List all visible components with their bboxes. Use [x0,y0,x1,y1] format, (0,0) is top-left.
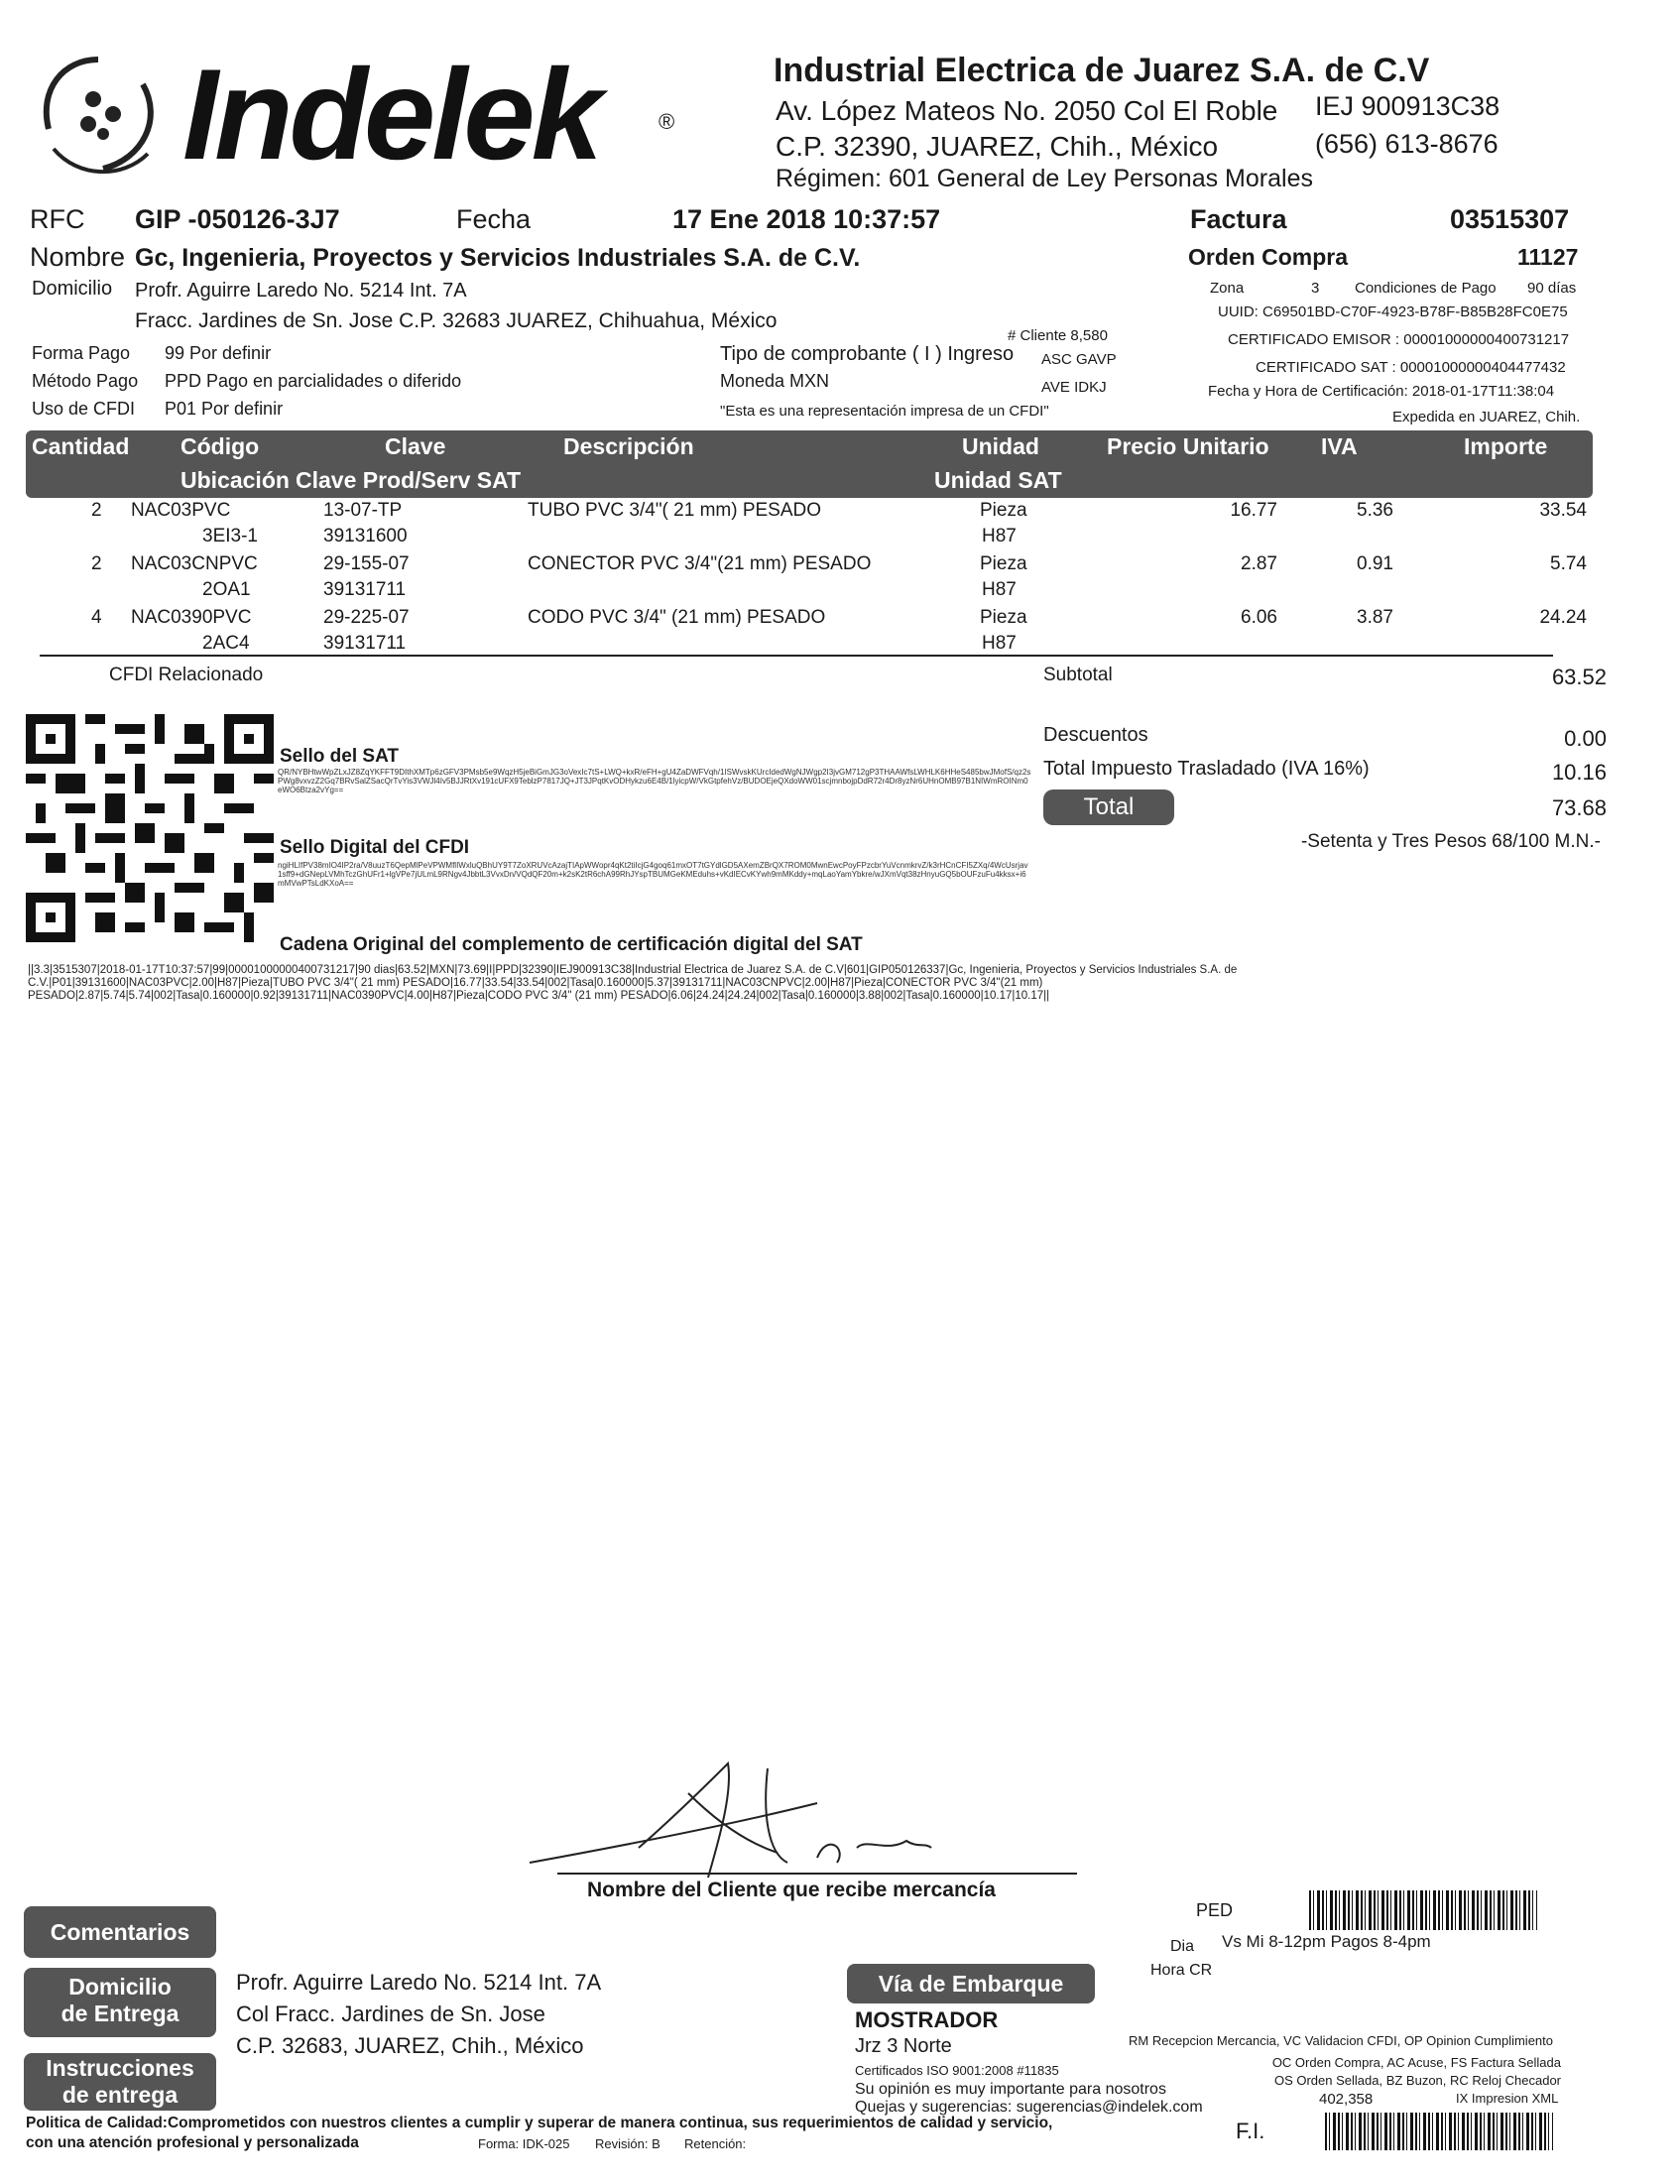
cell-iva: 3.87 [1357,607,1393,628]
moneda: Moneda MXN [720,371,830,391]
cfdi-relacionado: CFDI Relacionado [109,665,264,685]
forma-pago-label: Forma Pago [32,343,131,363]
rfc-value: GIP -050126-3J7 [135,204,340,234]
rfc-label: RFC [30,204,85,234]
condiciones-value: 90 días [1527,280,1577,297]
cadena-original-value: ||3.3|3515307|2018-01-17T10:37:57|99|00001000000400731217|90 dias|63.52|MXN|73.69|I|PPD|32390|IEJ900913C38|Industrial Electrica de Juarez S.A. de C.V|601|GIP050126337|Gc, Ingenieria, Proyectos y Servicios Industriales S.A. de C.V.|P01|39131600|NAC03PVC|2.00|H87|Pieza|TUBO PVC 3/4"( 21 mm) PESADO|16.77|33.54|33.54|002|Tasa|0.160000|5.37|39131711|NAC03CNPVC|2.00|H87|Pieza|CONECTOR PVC 3/4"(21 mm) PESADO|2.87|5.74|5.74|002|Tasa|0.160000|0.92|39131711|NAC0390PVC|4.00|H87|Pieza|CODO PVC 3/4" (21 mm) PESADO|6.06|24.24|24.24|002|Tasa|0.160000|3.88|002|Tasa|0.160000|10.17|10.17|| [28,964,1238,1002]
metodo-pago-label: Método Pago [32,371,139,391]
cadena-original-label: Cadena Original del complemento de certificación digital del SAT [280,934,863,955]
impuesto-label: Total Impuesto Trasladado (IVA 16%) [1043,758,1370,780]
certificado-sat: CERTIFICADO SAT : 00001000000404477432 [1256,359,1566,376]
cell-ubicacion: 2AC4 [202,633,250,654]
instrucciones-label-1: Instrucciones [46,2055,194,2081]
th-iva: IVA [1321,433,1358,459]
descuentos-label: Descuentos [1043,724,1148,746]
entrega-line1: Profr. Aguirre Laredo No. 5214 Int. 7A [236,1970,602,1995]
uso-cfdi-label: Uso de CFDI [32,399,136,419]
company-name: Industrial Electrica de Juarez S.A. de C.V [774,52,1430,89]
cell-codigo: NAC03CNPVC [131,553,258,574]
fecha-certificacion: Fecha y Hora de Certificación: 2018-01-17T11:38:04 [1208,383,1555,400]
ix-impresion: IX Impresion XML [1456,2091,1559,2106]
uso-cfdi-value: P01 Por definir [165,399,284,419]
descuentos-value: 0.00 [1564,726,1607,751]
cell-clave: 29-225-07 [323,607,410,628]
cliente-number: # Cliente 8,580 [1008,327,1108,344]
mostrador: MOSTRADOR [855,2007,999,2032]
certificado-emisor: CERTIFICADO EMISOR : 00001000000400731217 [1228,331,1570,348]
comentarios-button [24,1906,216,1958]
domicilio-entrega-label-2: de Entrega [60,2001,180,2026]
cell-iva: 0.91 [1357,553,1393,574]
table-bottom-rule [40,655,1553,657]
cell-unidad: Pieza [980,553,1027,574]
barcode-bottom [1325,2113,1553,2150]
orden-compra-value: 11127 [1517,244,1579,270]
politica-line1: Politica de Calidad:Comprometidos con nuestros clientes a cumplir y superar de manera continua, sus requerimientos de calidad y servicio, [26,2115,1053,2131]
signature-line [557,1873,1077,1875]
via-embarque-button [847,1964,1095,2003]
th-unidad-sat: Unidad SAT [934,467,1062,493]
company-logo [24,40,698,198]
fecha-label: Fecha [456,204,532,234]
cell-codigo: NAC0390PVC [131,607,252,628]
orden-compra-label: Orden Compra [1188,244,1349,270]
quejas: Quejas y sugerencias: sugerencias@indelek.com [855,2099,1203,2116]
th-cantidad: Cantidad [32,433,130,459]
barcode-top [1309,1890,1537,1930]
total-badge [1043,789,1174,825]
cell-clave: 13-07-TP [323,500,403,521]
cell-descripcion: CONECTOR PVC 3/4"(21 mm) PESADO [528,553,872,574]
cell-unidad-sat: H87 [982,633,1017,654]
sello-sat-value: QR/NYBHtwWpZLxJZ8ZqYKFFT9DIthXMTp6zGFV3PMsb5e9WqzH5jeBiGmJG3oVexIc7tS+LWQ+kxR/eFH+gU4ZaDWFVqh/1ISWvskKUrcIdedWgNJWgp2I3jvGM712gP3THAAWfsLWHLK6HHeS485bwJMofS/qz2sPWg8vxvzZ2Gq7BRvSalZSacQrTvYis3VWJl4Iv5BJJRtXv191cUFX9TeblzP7817JQ+JT3JPqtKvODHykzu6E4B/1lyicpW/VkGtpfehVz/BUDOEjeQXdoWW01scjmnbojpDdR72r4Dr8yzNr6UHnOMB97B1NIWmROINm0eWO6Btza2vYg== [278,768,1031,794]
condiciones-label: Condiciones de Pago [1355,280,1497,297]
via-embarque-label: Vía de Embarque [878,1971,1064,1997]
domicilio-entrega-label-1: Domicilio [68,1974,172,2000]
cell-ubicacion: 3EI3-1 [202,526,258,546]
expedida-en: Expedida en JUAREZ, Chih. [1392,409,1581,425]
th-ubicacion: Ubicación [180,467,290,493]
cell-codigo: NAC03PVC [131,500,231,521]
signature-label: Nombre del Cliente que recibe mercancía [587,1879,996,1901]
rm-line3: OS Orden Sellada, BZ Buzon, RC Reloj Checador [1273,2073,1561,2088]
sello-cfdi-label: Sello Digital del CFDI [280,837,470,858]
revision: Revisión: B [595,2136,660,2151]
cell-precio: 16.77 [1230,500,1277,521]
cell-unidad: Pieza [980,607,1027,628]
representacion-impresa: "Esta es una representación impresa de un CFDI" [720,403,1049,420]
table-header-row2 [26,464,1593,498]
th-precio-unitario: Precio Unitario [1107,433,1269,459]
company-address2: C.P. 32390, JUAREZ, Chih., México [776,131,1219,162]
jrz-norte: Jrz 3 Norte [855,2035,952,2057]
ped-label: PED [1196,1900,1234,1920]
cell-unidad: Pieza [980,500,1027,521]
indelek-swirl-icon [24,40,173,188]
cell-cantidad: 2 [91,500,102,521]
cell-importe: 5.74 [1550,553,1587,574]
domicilio-line2: Fracc. Jardines de Sn. Jose C.P. 32683 JUAREZ, Chihuahua, México [135,309,778,332]
total-value: 73.68 [1551,795,1607,820]
hora-label: Hora CR [1150,1962,1213,1979]
cell-iva: 5.36 [1357,500,1393,521]
subtotal-value: 63.52 [1551,665,1607,689]
politica-line2: con una atención profesional y personalizada [26,2134,359,2151]
iso-cert: Certificados ISO 9001:2008 #11835 [855,2063,1059,2078]
horario: Vs Mi 8-12pm Pagos 8-4pm [1222,1932,1431,1951]
metodo-pago-value: PPD Pago en parcialidades o diferido [165,371,462,391]
asc-code: ASC GAVP [1041,351,1117,368]
dia-label: Dia [1170,1938,1195,1955]
total-en-letra: -Setenta y Tres Pesos 68/100 M.N.- [1300,831,1601,852]
domicilio-entrega-button [24,1968,216,2037]
fi-label: F.I. [1236,2119,1265,2143]
retencion: Retención: [684,2136,747,2151]
th-codigo: Código [180,433,260,459]
entrega-line2: Col Fracc. Jardines de Sn. Jose [236,2002,545,2026]
sello-cfdi-value: ngiHLIfPV38mIO4IP2ra/V8uuzT6QepMlPeVPWMflIWxluQBhUY9T7ZoXRUVcAzajTIApWWopr4qKt2tiIcjG4goq61mxOT7tGYdlGD5AXemZBrQX7ROM0MwnEwcPoyFPzcbrYuVcnmkrvZ/k3rHCnCFI5ZXq/4WcUsrjav1sff9+dGNepLVMhTczGhUFr1+lgVPe7jULmL9RNgv4JbbtL3VvxDn/VQdQF20m+k2sK2tR6chA99RhJYspTBUMGeKMEduhs+vKdIECvKYwh9mMKddy+mqLaoYamYbkre/wJXmVqt38zHnyuGQ5bOUFzuFu4kksx+i6mMVwPTsLdKXoA== [278,861,1028,888]
table-header-row1 [26,430,1593,464]
ave-code: AVE IDKJ [1041,379,1107,396]
logo-text: Indelek [182,42,599,186]
uuid: UUID: C69501BD-C70F-4923-B78F-B85B28FC0E75 [1218,303,1568,320]
cell-importe: 24.24 [1539,607,1587,628]
cell-unidad-sat: H87 [982,579,1017,600]
factura-label: Factura [1190,204,1287,234]
cell-importe: 33.54 [1539,500,1587,521]
company-address1: Av. López Mateos No. 2050 Col El Roble [776,95,1278,126]
signature-scribble [520,1754,936,1882]
nombre-value: Gc, Ingenieria, Proyectos y Servicios Industriales S.A. de C.V. [135,244,861,272]
instrucciones-label-2: de entrega [61,2082,179,2108]
zona-value: 3 [1311,280,1320,297]
comentarios-label: Comentarios [50,1919,190,1945]
cell-clave-sat: 39131711 [323,633,407,654]
factura-number: 03515307 [1450,204,1570,234]
company-phone: (656) 613-8676 [1315,129,1499,159]
entrega-line3: C.P. 32683, JUAREZ, Chih., México [236,2033,584,2058]
company-regimen: Régimen: 601 General de Ley Personas Morales [776,165,1313,192]
cell-cantidad: 4 [91,607,102,628]
th-unidad: Unidad [962,433,1039,459]
cell-clave-sat: 39131600 [323,526,408,546]
impuesto-value: 10.16 [1551,760,1607,785]
cell-unidad-sat: H87 [982,526,1017,546]
cell-descripcion: TUBO PVC 3/4"( 21 mm) PESADO [528,500,822,521]
cell-precio: 2.87 [1241,553,1277,574]
company-rfc: IEJ 900913C38 [1315,91,1500,121]
instrucciones-entrega-button [24,2053,216,2111]
opinion: Su opinión es muy importante para nosotros [855,2081,1166,2098]
fecha-value: 17 Ene 2018 10:37:57 [672,204,941,234]
sello-sat-label: Sello del SAT [280,746,400,767]
forma-pago-value: 99 Por definir [165,343,272,363]
cell-clave: 29-155-07 [323,553,410,574]
th-clave: Clave [385,433,446,459]
th-descripcion: Descripción [563,433,694,459]
folio-number: 402,358 [1319,2091,1374,2108]
th-clave-prod: Clave Prod/Serv SAT [296,467,522,493]
registered-mark: ® [659,109,675,134]
nombre-label: Nombre [30,242,126,272]
total-label: Total [1083,793,1135,820]
rm-line2: OC Orden Compra, AC Acuse, FS Factura Sellada [1271,2055,1561,2070]
cell-cantidad: 2 [91,553,102,574]
qr-code [26,714,274,942]
cell-precio: 6.06 [1241,607,1277,628]
cell-ubicacion: 2OA1 [202,579,251,600]
cell-clave-sat: 39131711 [323,579,407,600]
tipo-comprobante: Tipo de comprobante ( I ) Ingreso [720,343,1015,365]
th-importe: Importe [1464,433,1548,459]
subtotal-label: Subtotal [1043,665,1113,685]
cell-descripcion: CODO PVC 3/4" (21 mm) PESADO [528,607,826,628]
domicilio-line1: Profr. Aguirre Laredo No. 5214 Int. 7A [135,280,467,302]
domicilio-label: Domicilio [32,278,113,300]
forma-code: Forma: IDK-025 [478,2136,570,2151]
rm-line1: RM Recepcion Mercancia, VC Validacion CFDI, OP Opinion Cumplimiento [1129,2033,1553,2048]
zona-label: Zona [1210,280,1245,297]
